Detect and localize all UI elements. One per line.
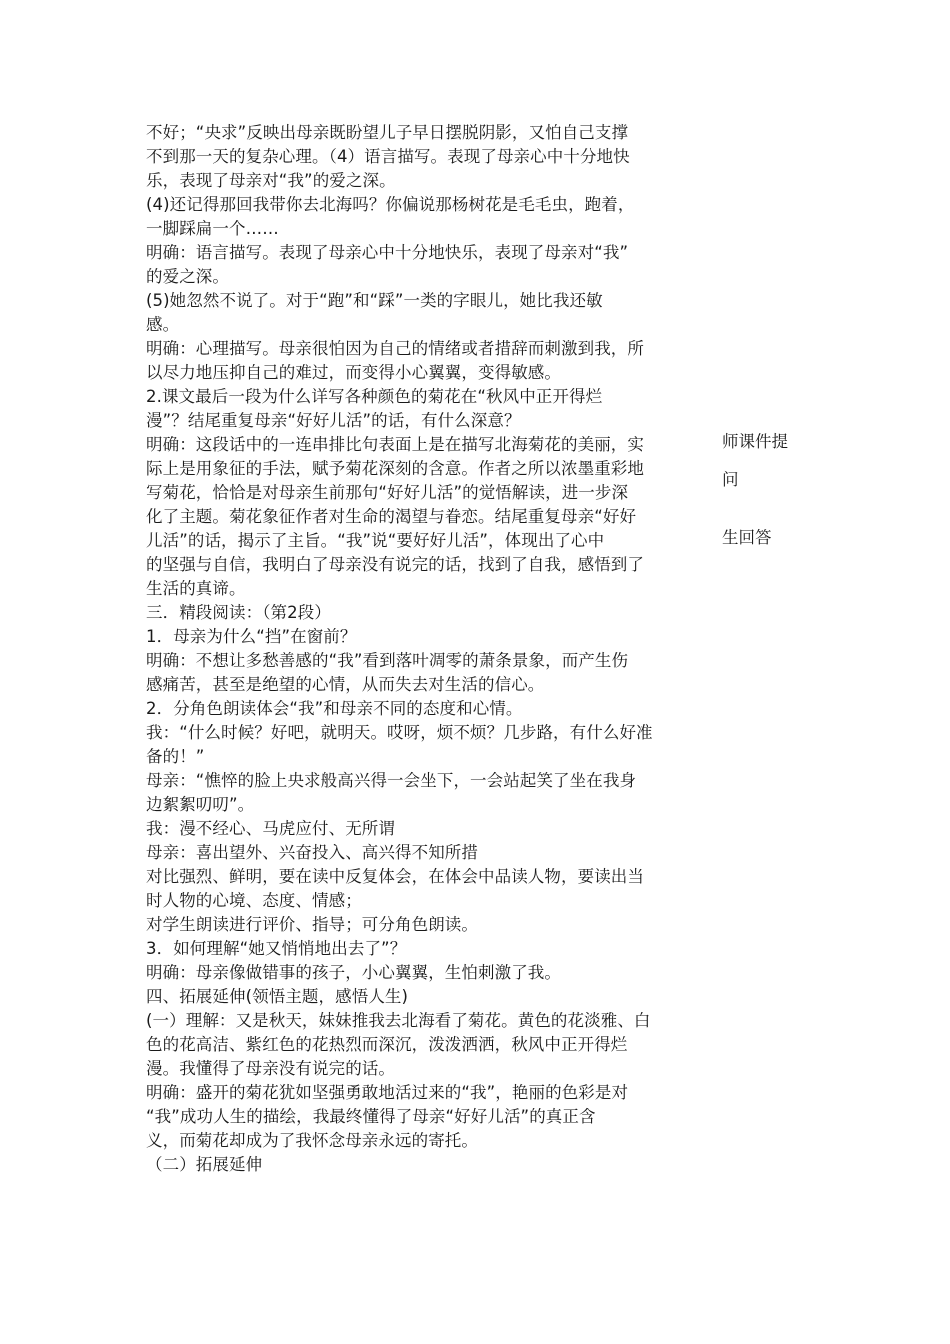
text-line: 漫”？结尾重复母亲“好好儿活”的话，有什么深意？: [146, 411, 521, 430]
text-line: 母亲：“憔悴的脸上央求般高兴得一会坐下，一会站起笑了坐在我身: [146, 771, 637, 790]
text-line: 际上是用象征的手法，赋予菊花深刻的含意。作者之所以浓墨重彩地: [146, 459, 644, 478]
text-line: 明确：盛开的菊花犹如坚强勇敢地活过来的“我”，艳丽的色彩是对: [146, 1083, 629, 1102]
text-line: 儿活”的话，揭示了主旨。“我”说“要好好儿活”，体现出了心中: [146, 531, 605, 550]
text-line: （二）拓展延伸: [146, 1155, 263, 1174]
text-line: 明确：这段话中的一连串排比句表面上是在描写北海菊花的美丽，实: [146, 435, 644, 454]
text-line: (5)她忽然不说了。对于“跑”和“踩”一类的字眼儿，她比我还敏: [146, 291, 603, 310]
text-line: 1．母亲为什么“挡”在窗前？: [146, 627, 357, 646]
text-line: 我：“什么时候？好吧，就明天。哎呀，烦不烦？几步路，有什么好准: [146, 723, 653, 742]
text-line: 漫。我懂得了母亲没有说完的话。: [146, 1059, 395, 1078]
text-line: 母亲：喜出望外、兴奋投入、高兴得不知所措: [146, 843, 478, 862]
text-line: 明确：母亲像做错事的孩子，小心翼翼，生怕刺激了我。: [146, 963, 561, 982]
text-line: 生活的真谛。: [146, 579, 246, 598]
text-line: 感痛苦，甚至是绝望的心情，从而失去对生活的信心。: [146, 675, 545, 694]
text-line: 四、拓展延伸(领悟主题，感悟人生): [146, 987, 409, 1006]
text-line: 明确：不想让多愁善感的“我”看到落叶凋零的萧条景象，而产生伤: [146, 651, 629, 670]
side-note-teacher-question: 师课件提: [722, 432, 788, 451]
text-line: 对比强烈、鲜明，要在读中反复体会，在体会中品读人物，要读出当: [146, 867, 644, 886]
text-line: 2．分角色朗读体会“我”和母亲不同的态度和心情。: [146, 699, 523, 718]
text-line: 不好；“央求”反映出母亲既盼望儿子早日摆脱阴影，又怕自己支撑: [146, 123, 629, 142]
text-line: (一）理解：又是秋天，妹妹推我去北海看了菊花。黄色的花淡雅、白: [146, 1011, 651, 1030]
text-line: 感。: [146, 315, 180, 334]
text-line: 以尽力地压抑自己的难过，而变得小心翼翼，变得敏感。: [146, 363, 561, 382]
text-line: 我：漫不经心、马虎应付、无所谓: [146, 819, 395, 838]
text-line: 一脚踩扁一个……: [146, 219, 279, 238]
text-line: 对学生朗读进行评价、指导；可分角色朗读。: [146, 915, 478, 934]
lesson-body-text: [146, 121, 708, 1177]
text-line: 的爱之深。: [146, 267, 229, 286]
side-note-teacher-question-cont: 问: [722, 470, 739, 489]
text-line: 三．精段阅读：（第2段）: [146, 603, 331, 622]
text-line: 不到那一天的复杂心理。（4）语言描写。表现了母亲心中十分地快: [146, 147, 630, 166]
text-line: 边絮絮叨叨”。: [146, 795, 255, 814]
side-note-student-answer: 生回答: [722, 528, 772, 547]
text-line: “我”成功人生的描绘，我最终懂得了母亲“好好儿活”的真正含: [146, 1107, 596, 1126]
text-line: 的坚强与自信，我明白了母亲没有说完的话，找到了自我，感悟到了: [146, 555, 644, 574]
text-line: 3．如何理解“她又悄悄地出去了”？: [146, 939, 407, 958]
text-line: 色的花高洁、紫红色的花热烈而深沉，泼泼洒洒，秋风中正开得烂: [146, 1035, 628, 1054]
text-line: 乐，表现了母亲对“我”的爱之深。: [146, 171, 396, 190]
text-line: 写菊花，恰恰是对母亲生前那句“好好儿活”的觉悟解读，进一步深: [146, 483, 629, 502]
text-line: 义，而菊花却成为了我怀念母亲永远的寄托。: [146, 1131, 478, 1150]
text-line: 备的！”: [146, 747, 205, 766]
text-line: 明确：语言描写。表现了母亲心中十分地快乐，表现了母亲对“我”: [146, 243, 629, 262]
text-line: 化了主题。菊花象征作者对生命的渴望与眷恋。结尾重复母亲“好好: [146, 507, 637, 526]
text-line: 2.课文最后一段为什么详写各种颜色的菊花在“秋风中正开得烂: [146, 387, 603, 406]
text-line: (4)还记得那回我带你去北海吗？你偏说那杨树花是毛毛虫，跑着，: [146, 195, 635, 214]
text-line: 明确：心理描写。母亲很怕因为自己的情绪或者措辞而刺激到我，所: [146, 339, 644, 358]
text-line: 时人物的心境、态度、情感；: [146, 891, 362, 910]
